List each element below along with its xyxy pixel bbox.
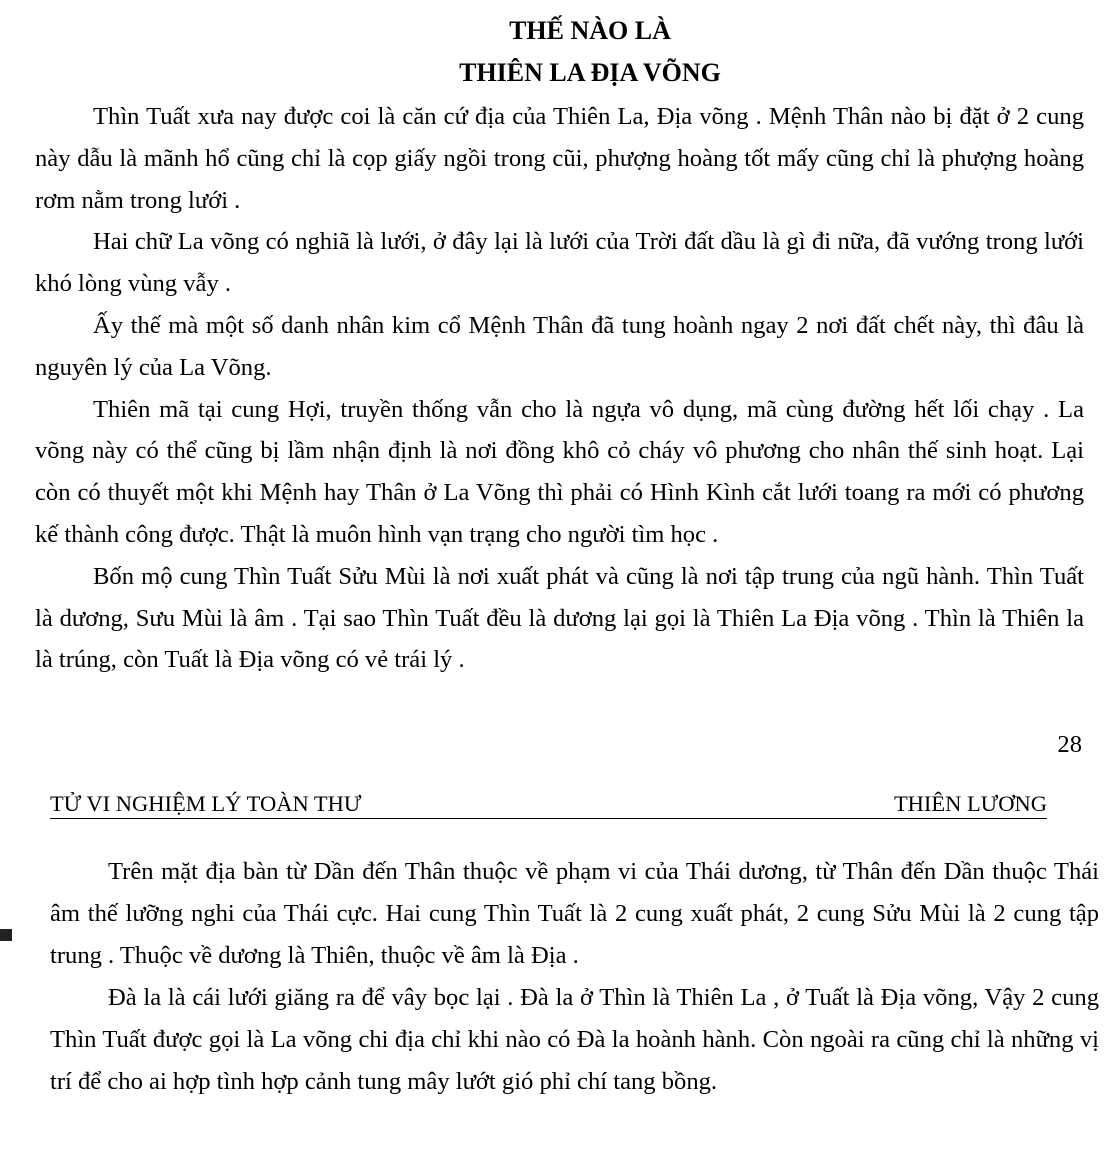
paragraph: Đà la là cái lưới giăng ra để vây bọc lại . Đà la ở Thìn là Thiên La , ở Tuất là Địa võng, Vậy 2 cung Thìn Tuất được gọi là La võng chi địa chỉ khi nào có Đà la hoành hành. Còn ngoài ra cũng chỉ là những vị trí để cho ai hợp tình hợp cảnh tung mây lướt gió phỉ chí tang bồng. <box>50 984 1099 1095</box>
section-b-body <box>50 851 1099 1103</box>
paragraph: Hai chữ La võng có nghiã là lưới, ở đây lại là lưới của Trời đất dầu là gì đi nữa, đã vướng trong lưới khó lòng vùng vẫy . <box>35 228 1084 298</box>
paragraph: Trên mặt địa bàn từ Dần đến Thân thuộc về phạm vi của Thái dương, từ Thân đến Dần thuộc Thái âm thế lưỡng nghi của Thái cực. Hai cung Thìn Tuất là 2 cung xuất phát, 2 cung Sửu Mùi là 2 cung tập trung . Thuộc về dương là Thiên, thuộc về âm là Địa . <box>50 858 1099 969</box>
margin-mark <box>0 929 12 941</box>
author-name: THIÊN LƯƠNG <box>893 791 1047 816</box>
paragraph: Bốn mộ cung Thìn Tuất Sửu Mùi là nơi xuất phát và cũng là nơi tập trung của ngũ hành. Thìn Tuất là dương, Sưu Mùi là âm . Tại sao Thìn Tuất đều là dương lại gọi là Thiên La Địa võng . Thìn là Thiên la là trúng, còn Tuất là Địa võng có vẻ trái lý . <box>35 562 1084 674</box>
section-a-body <box>35 96 1084 681</box>
running-header <box>50 790 1047 819</box>
title-line-1: THẾ NÀO LÀ <box>509 16 671 45</box>
paragraph: Thiên mã tại cung Hợi, truyền thống vẫn cho là ngựa vô dụng, mã cùng đường hết lối chạy . La võng này có thể cũng bị lầm nhận định là nơi đồng khô cỏ cháy vô phương cho nhân thế sinh hoạt. Lại còn có thuyết một khi Mệnh hay Thân ở La Võng thì phải có Hình Kình cắt lưới toang ra mới có phương kế thành công được. Thật là muôn hình vạn trạng cho người tìm học . <box>35 395 1084 548</box>
book-title: TỬ VI NGHIỆM LÝ TOÀN THƯ <box>50 791 362 816</box>
paragraph: Thìn Tuất xưa nay được coi là căn cứ địa của Thiên La, Địa võng . Mệnh Thân nào bị đặt ở 2 cung này dẫu là mãnh hổ cũng chỉ là cọp giấy ngồi trong cũi, phượng hoàng tốt mấy cũng chỉ là phượng hoàng rơm nằm trong lưới . <box>35 103 1084 214</box>
page-number: 28 <box>1057 731 1082 758</box>
paragraph: Ấy thế mà một số danh nhân kim cổ Mệnh Thân đã tung hoành ngay 2 nơi đất chết này, thì đâu là nguyên lý của La Võng. <box>35 311 1084 381</box>
title-line-2: THIÊN LA ĐỊA VÕNG <box>459 58 721 87</box>
